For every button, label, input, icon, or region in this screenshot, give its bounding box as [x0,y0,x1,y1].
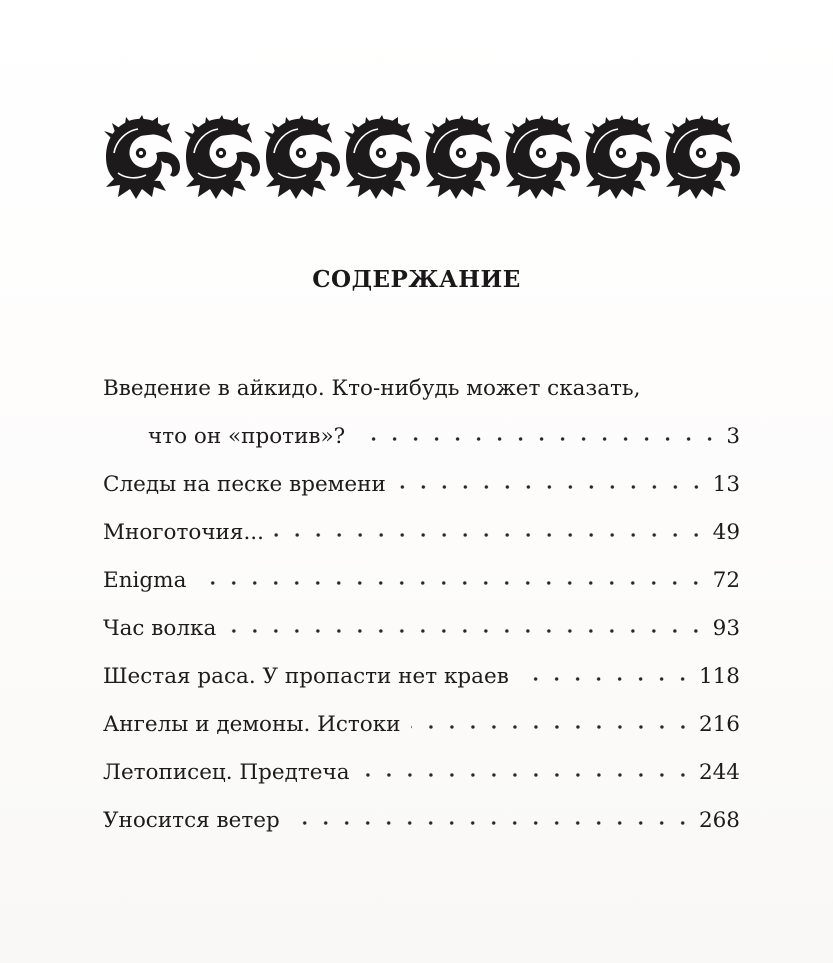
dot-leader [519,676,693,682]
table-of-contents [103,373,740,853]
toc-page-number: 3 [726,424,740,449]
toc-entry[interactable] [103,517,740,565]
dot-leader [396,484,707,490]
toc-entry[interactable] [103,613,740,661]
dot-leader [274,532,707,538]
toc-entry[interactable] [103,469,740,517]
toc-page-number: 216 [698,712,740,737]
toc-entry[interactable] [103,661,740,709]
toc-entry-title: Enigma [103,568,187,593]
toc-entry-title: Ангелы и демоны. Истоки [103,712,401,737]
toc-entry-title: Многоточия... [103,520,264,545]
toc-page-number: 13 [712,472,740,497]
toc-entry-title: Уносится ветер [103,808,280,833]
toc-entry[interactable] [103,805,740,853]
scroll-leaf-icon [584,115,660,199]
toc-entry-title: Шестая раса. У пропасти нет краев [103,664,509,689]
acanthus-scroll-border-icon [100,113,740,199]
dot-leader [226,628,706,634]
toc-entry-1-line-2[interactable] [103,421,740,469]
toc-entry-title: Введение в айкидо. Кто-нибудь может сказать, [103,376,641,401]
toc-page-number: 268 [698,808,740,833]
scroll-leaf-icon [184,115,260,199]
dot-leader [196,580,706,586]
scroll-leaf-icon [264,115,340,199]
toc-entry-title: Следы на песке времени [103,472,386,497]
toc-page-number: 244 [698,760,740,785]
scroll-leaf-icon [424,115,500,199]
scroll-leaf-icon [664,115,740,199]
dot-leader [360,772,693,778]
toc-entry[interactable] [103,565,740,613]
toc-entry[interactable] [103,709,740,757]
toc-page-number: 118 [698,664,740,689]
toc-entry-title: Час волка [103,616,217,641]
toc-page-number: 49 [712,520,740,545]
toc-entry-title: Летописец. Предтеча [103,760,350,785]
toc-entry-1-line-1[interactable] [103,373,740,421]
scroll-leaf-icon [344,115,420,199]
dot-leader [355,436,720,442]
scroll-leaf-icon [104,115,180,199]
toc-page-number: 93 [712,616,740,641]
toc-entry[interactable] [103,757,740,805]
toc-page-number: 72 [712,568,740,593]
dot-leader [411,724,693,730]
toc-entry-title: что он «против»? [148,424,346,449]
contents-heading: СОДЕРЖАНИЕ [312,266,521,293]
scroll-leaf-icon [504,115,580,199]
dot-leader [290,820,693,826]
